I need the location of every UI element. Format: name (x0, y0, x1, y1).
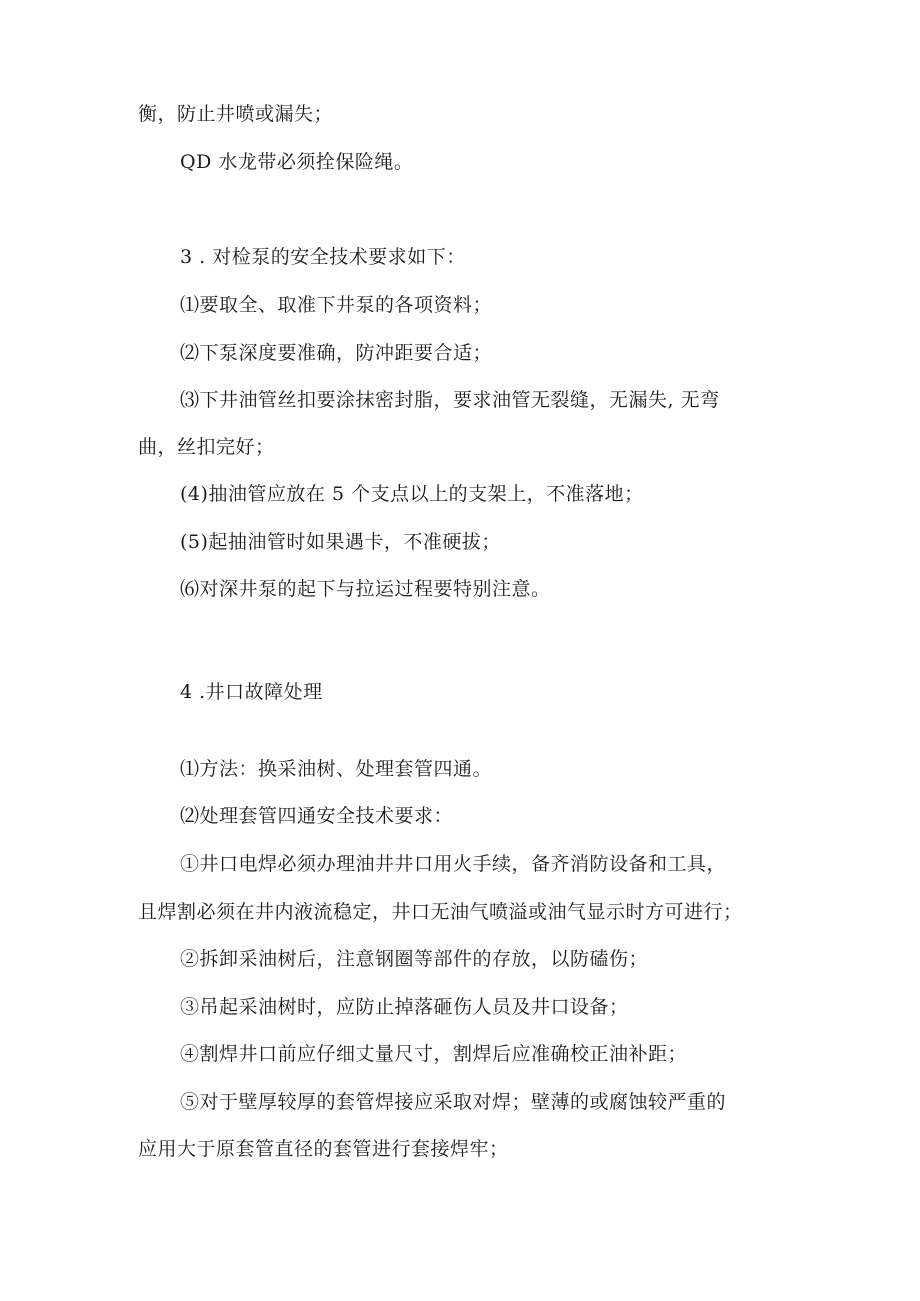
sub-item-1: ①井口电焊必须办理油井井口用火手续，备齐消防设备和工具， (180, 853, 727, 875)
list-item-1: ⑴要取全、取准下井泵的各项资料； (180, 294, 493, 316)
list-item-method: ⑴方法：换采油树、处理套管四通。 (180, 758, 493, 780)
sub-item-5-continued: 应用大于原套管直径的套管进行套接焊牢； (138, 1138, 509, 1160)
section-heading-4: 4 .井口故障处理 (180, 681, 323, 703)
text-line-1: 衡，防止井喷或漏失； (138, 103, 334, 125)
list-item-requirements: ⑵处理套管四通安全技术要求： (180, 805, 454, 827)
list-item-2: ⑵下泵深度要准确，防冲距要合适； (180, 342, 493, 364)
list-item-3-continued: 曲，丝扣完好； (138, 436, 275, 458)
sub-item-1-continued: 且焊割必须在井内液流稳定，井口无油气喷溢或油气显示时方可进行； (138, 901, 743, 923)
list-item-5: (5)起抽油管时如果遇卡，不准硬拔； (180, 531, 501, 553)
sub-item-3: ③吊起采油树时，应防止掉落砸伤人员及井口设备； (180, 996, 629, 1018)
section-heading-3: 3 . 对检泵的安全技术要求如下： (180, 246, 466, 268)
list-item-3: ⑶下井油管丝扣要涂抹密封脂，要求油管无裂缝，无漏失, 无弯 (180, 389, 720, 411)
sub-item-4: ④割焊井口前应仔细丈量尺寸，割焊后应准确校正油补距； (180, 1043, 688, 1065)
text-line-2: QD 水龙带必须拴保险绳。 (180, 151, 414, 173)
sub-item-2: ②拆卸采油树后，注意钢圈等部件的存放，以防磕伤； (180, 948, 649, 970)
sub-item-5: ⑤对于壁厚较厚的套管焊接应采取对焊；壁薄的或腐蚀较严重的 (180, 1091, 727, 1113)
list-item-6: ⑹对深井泵的起下与拉运过程要特别注意。 (180, 578, 551, 600)
list-item-4: (4)抽油管应放在 5 个支点以上的支架上，不准落地； (180, 483, 644, 505)
